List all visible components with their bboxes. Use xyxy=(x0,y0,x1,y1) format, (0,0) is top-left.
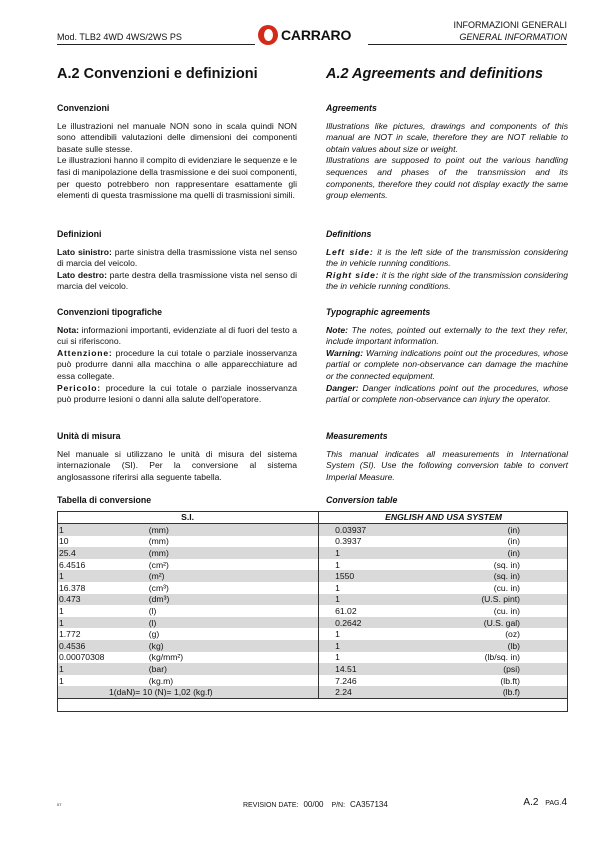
right-side-text-en: it is the right side of the transmission considering the in vehicle running conditions. xyxy=(326,269,568,292)
typographic-section-it xyxy=(57,307,297,406)
left-side-text-en: it is the left side of the transmission considering the in vehicle running conditions. xyxy=(326,246,568,269)
danger-label-it: Pericolo: xyxy=(57,382,101,393)
si-value: 16.378 xyxy=(59,582,86,593)
si-unit: (g) xyxy=(148,629,160,640)
imperial-value: 14.51 xyxy=(319,663,448,675)
table-row xyxy=(57,617,568,629)
agreements-heading-en: Agreements xyxy=(326,103,377,113)
imperial-unit: (in) xyxy=(448,524,568,536)
table-row xyxy=(57,686,568,698)
part-number: CA357134 xyxy=(350,800,388,809)
imperial-unit: (U.S. pint) xyxy=(448,594,568,606)
conversion-table-heading-it: Tabella di conversione xyxy=(57,495,152,505)
revision-label: REVISION DATE: xyxy=(243,802,299,809)
warning-text-en: Warning indications point out the procedures, whose partial or complete non-observance can damage the machine or the connected equipment. xyxy=(326,347,568,381)
imperial-value: 1 xyxy=(319,628,448,640)
revision-info xyxy=(243,800,388,809)
left-side-label-en: Left side: xyxy=(326,246,374,257)
definitions-section-it xyxy=(57,229,297,293)
table-row xyxy=(57,663,568,675)
table-row xyxy=(57,594,568,606)
note-label-en: Note: xyxy=(326,324,348,335)
si-unit: (kg.m) xyxy=(148,675,174,686)
header-rule-left xyxy=(57,44,255,45)
si-value: 1 xyxy=(57,524,149,536)
si-value: 10 xyxy=(59,536,69,547)
footer-tiny-mark: 07 xyxy=(57,802,62,807)
si-value: 1.772 xyxy=(59,629,81,640)
conversion-table-title-it xyxy=(57,495,297,513)
si-unit: (kg/mm²) xyxy=(148,652,184,663)
si-unit: (m²) xyxy=(149,570,319,582)
table-row xyxy=(57,640,568,652)
agreements-text-1-en: Illustrations like pictures, drawings and components of this manual are NOT in scale, therefore they are NOT reliable to obtain values about size or weight. xyxy=(326,120,568,154)
note-label-it: Nota: xyxy=(57,324,79,335)
measurements-heading-it: Unità di misura xyxy=(57,431,121,441)
typographic-heading-it: Convenzioni tipografiche xyxy=(57,307,163,317)
imperial-unit: (lb) xyxy=(448,640,568,652)
page-number xyxy=(523,797,567,808)
measurements-text-en: This manual indicates all measurements in International System (SI). Use the following conversion table to convert Imperial Measure. xyxy=(326,448,568,482)
left-side-label-it: Lato sinistro: xyxy=(57,246,112,257)
imperial-value: 7.246 xyxy=(319,675,448,687)
si-value: 0.4536 xyxy=(57,640,149,652)
imperial-value: 1 xyxy=(319,582,448,594)
imperial-value: 1550 xyxy=(319,570,448,582)
definitions-heading-it: Definizioni xyxy=(57,229,102,239)
note-text-it: informazioni importanti, evidenziate al di fuori del testo a cui si riferiscono. xyxy=(57,324,297,347)
si-unit: (kg) xyxy=(149,640,319,652)
table-row xyxy=(57,547,568,559)
measurements-heading-en: Measurements xyxy=(326,431,388,441)
table-row xyxy=(57,570,568,582)
si-value: 1(daN)= 10 (N)= 1,02 (kg.f) xyxy=(57,686,319,698)
attention-label-it: Attenzione: xyxy=(57,347,113,358)
section-title-en: GENERAL INFORMATION xyxy=(459,32,567,42)
page-section: A.2 xyxy=(523,797,539,808)
typographic-section-en xyxy=(326,307,568,406)
right-side-text-it: parte destra della trasmissione vista nel senso di marcia del veicolo. xyxy=(57,269,297,292)
si-unit: (mm) xyxy=(148,536,169,547)
imperial-unit: (cu. in) xyxy=(493,605,520,616)
page-title-en: A.2 Agreements and definitions xyxy=(326,66,543,82)
si-unit: (bar) xyxy=(149,663,319,675)
si-unit: (dm³) xyxy=(149,594,319,606)
si-value: 1 xyxy=(57,570,149,582)
agreements-section-en xyxy=(326,103,568,202)
si-value: 1 xyxy=(57,617,149,629)
imperial-unit: (U.S. gal) xyxy=(448,617,568,629)
definitions-section-en xyxy=(326,229,568,293)
danger-text-it: procedure la cui totale o parziale inosservanza può produrre lesioni o danni alla salute dell'operatore. xyxy=(57,382,297,405)
definitions-heading-en: Definitions xyxy=(326,229,372,239)
imperial-unit: (lb.f) xyxy=(448,686,568,698)
table-row xyxy=(57,536,568,548)
table-row xyxy=(57,524,568,536)
table-row xyxy=(57,582,568,594)
measurements-text-it: Nel manuale si utilizzano le unità di misura del sistema internazionale (SI). Per la conversione al sistema anglosassone riferirsi alla seguente tabella. xyxy=(57,448,297,482)
imperial-unit: (psi) xyxy=(448,663,568,675)
si-value: 6.4516 xyxy=(59,559,86,570)
header-si: S.I. xyxy=(57,511,319,524)
si-value: 25.4 xyxy=(57,547,149,559)
imperial-value: 1 xyxy=(319,594,448,606)
imperial-unit: (sq. in) xyxy=(493,559,520,570)
danger-text-en: Danger indications point out the procedures, whose partial or complete non-observance can injury the operator. xyxy=(326,382,568,405)
page-value: 4 xyxy=(561,797,567,808)
imperial-unit: (lb/sq. in) xyxy=(484,652,520,663)
si-unit: (l) xyxy=(148,605,157,616)
conventions-text-2-it: Le illustrazioni hanno il compito di evidenziare le sequenze e le fasi di manipolazione della trasmissione e dei suoi componenti, per questo potrebbero non rappresentare esattamente gli elementi di questa trasmissione ma quelli di trasmissioni simili. xyxy=(57,155,297,201)
imperial-value: 61.02 xyxy=(319,605,448,617)
imperial-value: 1 xyxy=(319,640,448,652)
conversion-table-heading-en: Conversion table xyxy=(326,495,398,505)
imperial-unit: (oz) xyxy=(505,629,520,640)
si-value: 1 xyxy=(57,663,149,675)
table-row xyxy=(57,675,568,687)
carraro-logo-icon xyxy=(258,25,278,45)
attention-text-it: procedure la cui totale o parziale inosservanza può produrre danni alla macchina o alle apparecchiature ad essa collegate. xyxy=(57,347,297,381)
warning-label-en: Warning: xyxy=(326,347,364,358)
measurements-section-it xyxy=(57,431,297,483)
model-label: Mod. TLB2 4WD 4WS/2WS PS xyxy=(57,32,182,42)
conversion-table-title-en xyxy=(326,495,568,513)
table-row xyxy=(57,652,568,664)
measurements-section-en xyxy=(326,431,568,483)
conventions-section-it xyxy=(57,103,297,202)
note-text-en: The notes, pointed out externally to the text they refer, include important information. xyxy=(326,324,568,347)
header-rule-right xyxy=(368,44,567,45)
right-side-label-en: Right side: xyxy=(326,269,380,280)
danger-label-en: Danger: xyxy=(326,382,359,393)
imperial-value: 1 xyxy=(319,559,448,571)
si-unit: (mm) xyxy=(149,524,319,536)
page-label: PAG. xyxy=(545,800,562,807)
table-row xyxy=(57,628,568,640)
conventions-text-1-it: Le illustrazioni nel manuale NON sono in scala quindi NON sono attendibili valutazioni delle dimensioni dei componenti basate sulle stesse. xyxy=(57,120,297,154)
table-row xyxy=(57,605,568,617)
si-value: 0.00070308 xyxy=(59,652,105,663)
si-unit: (l) xyxy=(149,617,319,629)
si-value: 1 xyxy=(59,605,64,616)
conversion-table xyxy=(57,511,568,699)
si-unit: (cm³) xyxy=(148,582,169,593)
table-row xyxy=(57,559,568,571)
brand-name: CARRARO xyxy=(281,27,352,43)
imperial-unit: (lb.ft) xyxy=(500,675,520,686)
imperial-unit: (in) xyxy=(507,536,520,547)
imperial-value: 0.2642 xyxy=(319,617,448,629)
left-side-text-it: parte sinistra della trasmissione vista nel senso di marcia del veicolo. xyxy=(57,246,298,269)
pn-label: P/N: xyxy=(331,802,346,809)
imperial-value: 1 xyxy=(319,547,448,559)
section-title-it: INFORMAZIONI GENERALI xyxy=(453,20,567,30)
si-unit: (mm) xyxy=(149,547,319,559)
conventions-heading-it: Convenzioni xyxy=(57,103,110,113)
si-value: 0.473 xyxy=(57,594,149,606)
page-title-it: A.2 Convenzioni e definizioni xyxy=(57,66,258,82)
header-english-usa: ENGLISH AND USA SYSTEM xyxy=(319,511,568,524)
typographic-heading-en: Typographic agreements xyxy=(326,307,431,317)
revision-date: 00/00 xyxy=(303,800,324,809)
imperial-value: 1 xyxy=(319,652,448,664)
imperial-unit: (in) xyxy=(448,547,568,559)
si-unit: (cm²) xyxy=(148,559,169,570)
imperial-unit: (sq. in) xyxy=(448,570,568,582)
agreements-text-2-en: Illustrations are supposed to point out the various handling sequences and phases of the transmission and its components, therefore they could not display exactly the same group elements. xyxy=(326,155,568,201)
imperial-unit: (cu. in) xyxy=(493,582,520,593)
right-side-label-it: Lato destro: xyxy=(57,269,107,280)
brand-logo xyxy=(258,25,351,45)
imperial-value: 0.03937 xyxy=(319,524,448,536)
imperial-value: 0.3937 xyxy=(319,536,448,548)
si-value: 1 xyxy=(59,675,64,686)
imperial-value: 2.24 xyxy=(319,686,448,698)
